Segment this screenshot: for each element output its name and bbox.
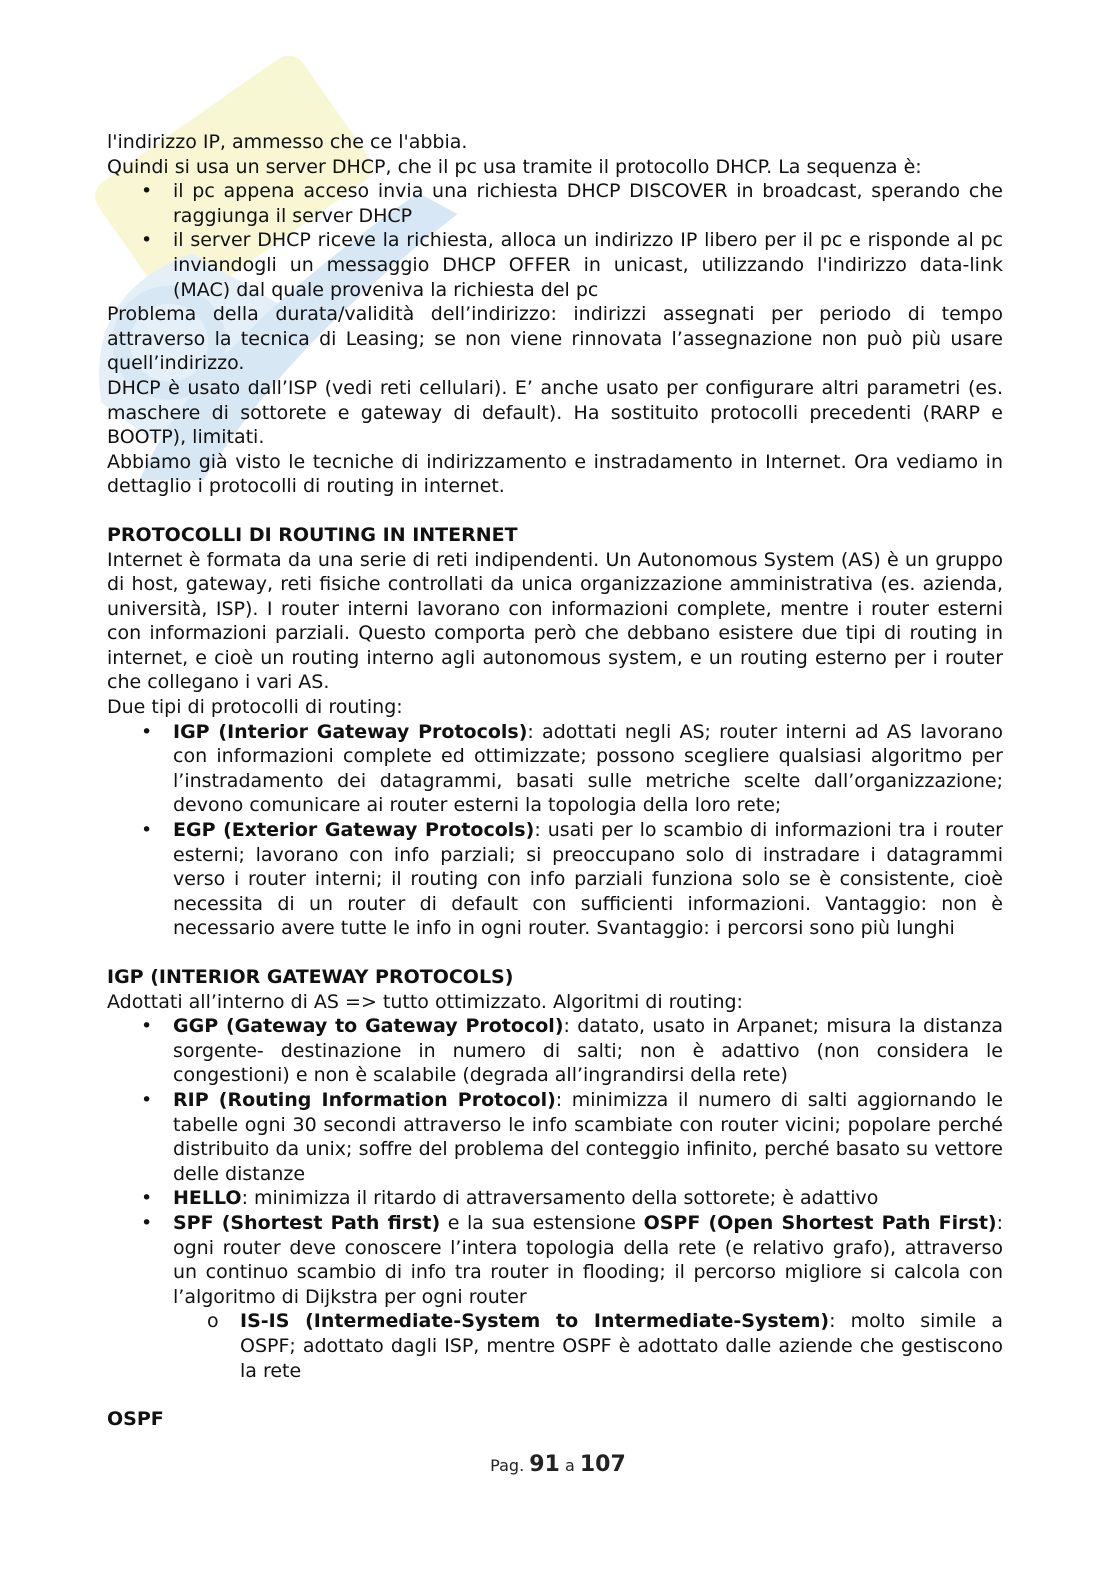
section-heading-routing: PROTOCOLLI DI ROUTING IN INTERNET [107, 523, 518, 546]
intro-paragraph-5: Abbiamo già visto le tecniche di indirizzamento e instradamento in Internet. Ora vediamo in dettaglio i protocolli di routing in internet. [107, 450, 1003, 498]
bullet-icon: • [141, 1015, 153, 1038]
intro-paragraph-2: Quindi si usa un server DHCP, che il pc usa tramite il protocollo DHCP. La sequenza è: [107, 155, 922, 178]
footer-separator: a [564, 1456, 575, 1475]
list-item: • il pc appena acceso invia una richiesta DHCP DISCOVER in broadcast, sperando che raggiunga il server DHCP [141, 180, 1003, 227]
section-heading-igp: IGP (INTERIOR GATEWAY PROTOCOLS) [107, 966, 514, 988]
bullet-icon: • [141, 1088, 153, 1111]
sub-bullet-icon: o [207, 1310, 219, 1333]
bullet-icon: • [141, 180, 153, 203]
igp-algorithms-list [107, 1014, 1003, 1309]
list-item: • EGP (Exterior Gateway Protocols): usati per lo scambio di informazioni tra i router esterni; lavorano con info parziali; si preoccupano solo di instradare i datagrammi verso i router interni; il routing con info parziali funziona solo se è consistente, cioè necessita di un router di default con sufficienti informazioni. Vantaggio: non è necessario avere tutte le info in ogni router. Svantaggio: i percorsi sono più lunghi [141, 819, 1003, 940]
page-total: 107 [579, 1452, 626, 1477]
page-footer [0, 1453, 1116, 1479]
list-item: • HELLO: minimizza il ritardo di attraversamento della sottorete; è adattivo [141, 1187, 879, 1210]
dhcp-sequence-list [107, 179, 1003, 302]
footer-prefix: Pag. [490, 1456, 525, 1475]
routing-types-list [107, 720, 1003, 941]
routing-paragraph-2: Due tipi di protocolli di routing: [107, 696, 403, 719]
routing-paragraph-1: Internet è formata da una serie di reti indipendenti. Un Autonomous System (AS) è un gruppo di host, gateway, reti fisiche controllati da unica organizzazione amministrativa (es. azienda, università, ISP). I router interni lavorano con informazioni complete, mentre i router esterni con informazioni parziali. Questo comporta però che debbano esistere due tipi di routing in internet, e cioè un routing interno agli autonomous system, e un routing esterno per i router che collegano i vari AS. [107, 548, 1003, 694]
intro-paragraph-4: DHCP è usato dall’ISP (vedi reti cellulari). E’ anche usato per configurare altri parametri (es. maschere di sottorete e gateway di default). Ha sostituito protocolli precedenti (RARP e BOOTP), limitati. [107, 376, 1003, 449]
list-item: • RIP (Routing Information Protocol): minimizza il numero di salti aggiornando le tabelle ogni 30 secondi attraverso le info scambiate con router vicini; popolare perché distribuito da unix; soffre del problema del conteggio infinito, perché basato su vettore delle distanze [141, 1088, 1003, 1185]
bullet-icon: • [141, 1211, 153, 1234]
list-item: o IS-IS (Intermediate-System to Intermediate-System): molto simile a OSPF; adottato dagli ISP, mentre OSPF è adottato dalle aziende che gestiscono la rete [207, 1310, 1003, 1382]
list-item: • SPF (Shortest Path first) e la sua estensione OSPF (Open Shortest Path First): ogni router deve conoscere l’intera topologia della rete (e relativo grafo), attraverso un continuo scambio di info tra router in flooding; il percorso migliore si calcola con l’algoritmo di Dijkstra per ogni router [141, 1211, 1004, 1308]
bullet-icon: • [141, 229, 153, 252]
igp-sub-list [107, 1309, 1003, 1383]
bullet-icon: • [141, 1187, 153, 1210]
list-item: • il server DHCP riceve la richiesta, alloca un indirizzo IP libero per il pc e risponde al pc inviandogli un messaggio DHCP OFFER in unicast, utilizzando l'indirizzo data-link (MAC) dal quale proveniva la richiesta del pc [141, 229, 1003, 301]
intro-paragraph-3: Problema della durata/validità dell’indirizzo: indirizzi assegnati per periodo di tempo attraverso la tecnica di Leasing; se non viene rinnovata l’assegnazione non può più usare quell’indirizzo. [107, 303, 1003, 375]
intro-paragraph-1: l'indirizzo IP, ammesso che ce l'abbia. [107, 131, 468, 153]
section-heading-ospf: OSPF [107, 1408, 164, 1431]
list-item: • IGP (Interior Gateway Protocols): adottati negli AS; router interni ad AS lavorano con informazioni complete ed ottimizzate; possono scegliere qualsiasi algoritmo per l’instradamento dei datagrammi, basati sulle metriche scelte dall’organizzazione; devono comunicare ai router esterni la topologia della loro rete; [141, 720, 1003, 817]
page-number: 91 [529, 1452, 560, 1477]
bullet-icon: • [141, 720, 153, 743]
igp-paragraph-1: Adottati all’interno di AS => tutto ottimizzato. Algoritmi di routing: [107, 990, 743, 1013]
page-content [107, 130, 1003, 1432]
list-item: • GGP (Gateway to Gateway Protocol): datato, usato in Arpanet; misura la distanza sorgente- destinazione in numero di salti; non è adattivo (non considera le congestioni) e non è scalabile (degrada all’ingrandirsi della rete) [141, 1015, 1003, 1087]
bullet-icon: • [141, 819, 153, 842]
